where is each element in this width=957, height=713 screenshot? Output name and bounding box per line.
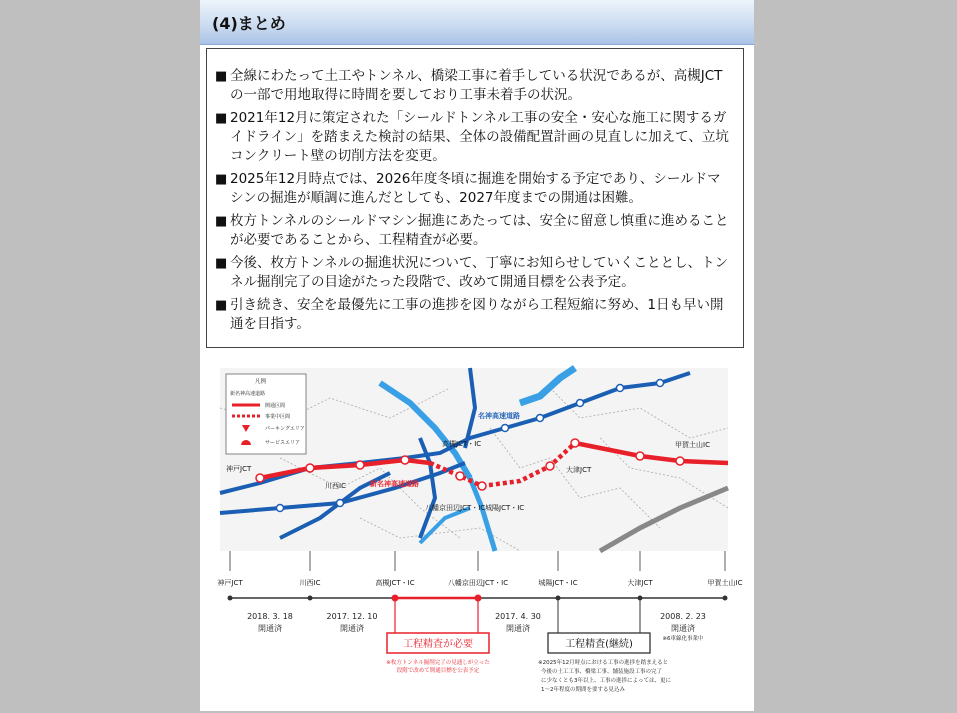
bullet-square-icon: ■	[215, 172, 228, 187]
schedule-review-continue-note: 今後の土工工事、橋梁工事、舗装施設工事の完了	[541, 669, 663, 675]
label-koka-ic: 甲賀土山IC	[675, 441, 710, 449]
route-map-svg	[220, 368, 728, 551]
timeline-svg	[217, 551, 743, 709]
bullet-square-icon: ■	[215, 214, 228, 229]
schedule-review-required-note: 段階で改めて開通目標を公表予定	[396, 668, 480, 674]
schedule-review-continue-note: ※2025年12月時点における工事の進捗を踏まえると	[538, 660, 669, 666]
label-kawanishi-ic: 川西IC	[325, 482, 346, 490]
station-yawata: 八幡京田辺JCT・IC	[447, 579, 509, 587]
legend-title: 凡例	[255, 379, 267, 385]
label-otsu-jct: 大津JCT	[566, 466, 592, 474]
schedule-review-required-label: 工程精査が必要	[403, 639, 473, 650]
station-koka: 甲賀土山IC	[707, 579, 743, 587]
summary-item-text: 今後、枚方トンネルの掘進状況について、丁寧にお知らせしていくこととし、トンネル掘削完了の目途がたった段階で、改めて開通目標を公表予定。	[230, 255, 729, 290]
segment-note: ※6車線化事業中	[662, 636, 704, 642]
label-joyo-jct: 城陽JCT・IC	[485, 504, 525, 512]
bullet-square-icon: ■	[215, 111, 228, 126]
station-kawanishi: 川西IC	[299, 579, 321, 587]
segment-date: 2008. 2. 23	[660, 612, 706, 621]
summary-item	[215, 109, 733, 166]
station-labels	[217, 578, 742, 587]
document-page	[200, 0, 754, 711]
summary-item	[215, 254, 733, 292]
schedule-review-required-note: ※枚方トンネル掘削完了の見通しが立った	[386, 660, 490, 666]
route-map	[220, 368, 728, 551]
summary-item-text: 2025年12月時点では、2026年度冬頃に掘進を開始する予定であり、シールドマシンの掘進が順調に進んだとしても、2027年度までの開通は困難。	[230, 171, 721, 206]
label-kobe-jct: 神戸JCT	[226, 465, 252, 473]
legend-open: 開通区間	[265, 403, 286, 409]
segment-status: 開通済	[258, 624, 282, 633]
summary-item-text: 2021年12月に策定された「シールドトンネル工事の安全・安心な施工に関するガイドライン」を踏まえた検討の結果、全体の設備配置計画の見直しに加えて、立坑コンクリート壁の切削方法を変更。	[230, 110, 729, 164]
section-header	[200, 0, 754, 45]
summary-item-text: 全線にわたって土工やトンネル、橋梁工事に着手している状況であるが、高槻JCTの一部で用地取得に時間を要しており工事未着手の状況。	[230, 68, 723, 103]
bullet-square-icon: ■	[215, 69, 228, 84]
schedule-review-continue-label: 工程精査(継続)	[565, 639, 633, 650]
station-kobe: 神戸JCT	[217, 579, 243, 587]
station-drop-lines	[230, 551, 725, 571]
segment-date: 2017. 12. 10	[326, 612, 378, 621]
segment-status: 開通済	[340, 624, 364, 633]
schedule-review-continue-note: 1～2年程度の期間を要する見込み	[541, 687, 625, 693]
segment-status: 開通済	[506, 624, 530, 633]
legend-service: サービスエリア	[265, 440, 301, 446]
summary-item	[215, 170, 733, 208]
summary-item	[215, 296, 733, 334]
summary-item-text: 枚方トンネルのシールドマシン掘進にあたっては、安全に留意し慎重に進めることが必要であることから、工程精査が必要。	[230, 213, 729, 248]
station-otsu: 大津JCT	[627, 579, 653, 587]
segment-date: 2017. 4. 30	[495, 612, 541, 621]
opening-timeline	[217, 551, 743, 709]
label-yawata-jct: 八幡京田辺JCT・IC	[425, 504, 486, 512]
summary-box	[206, 48, 744, 348]
schedule-review-continue-notes	[538, 658, 671, 693]
other-expressway	[600, 488, 728, 551]
shinmeishin-open-section	[260, 443, 728, 478]
label-takatsuki-jct: 高槻JCT・IC	[442, 440, 482, 448]
summary-item	[215, 67, 733, 105]
segment-date: 2018. 3. 18	[247, 612, 293, 621]
station-joyo: 城陽JCT・IC	[538, 579, 578, 587]
segment-status: 開通済	[671, 624, 695, 633]
station-takatsuki: 高槻JCT・IC	[375, 579, 415, 587]
legend-parking: パーキングエリア	[265, 426, 305, 432]
bullet-square-icon: ■	[215, 256, 228, 271]
bullet-square-icon: ■	[215, 298, 228, 313]
label-meishin: 名神高速道路	[478, 412, 520, 420]
summary-item-text: 引き続き、安全を最優先に工事の進捗を図りながら工程短縮に努め、1日も早い開通を目指す。	[230, 297, 724, 332]
schedule-review-continue-note: に少なくとも3年以上、工事の進捗によっては、更に	[541, 678, 672, 684]
section-title: (4)まとめ	[212, 14, 286, 33]
legend-construction: 事業中区間	[265, 414, 291, 420]
legend-road: 新名神高速道路	[230, 391, 266, 397]
summary-item	[215, 212, 733, 250]
label-shinmeishin: 新名神高速道路	[370, 480, 419, 488]
map-legend	[226, 374, 306, 454]
